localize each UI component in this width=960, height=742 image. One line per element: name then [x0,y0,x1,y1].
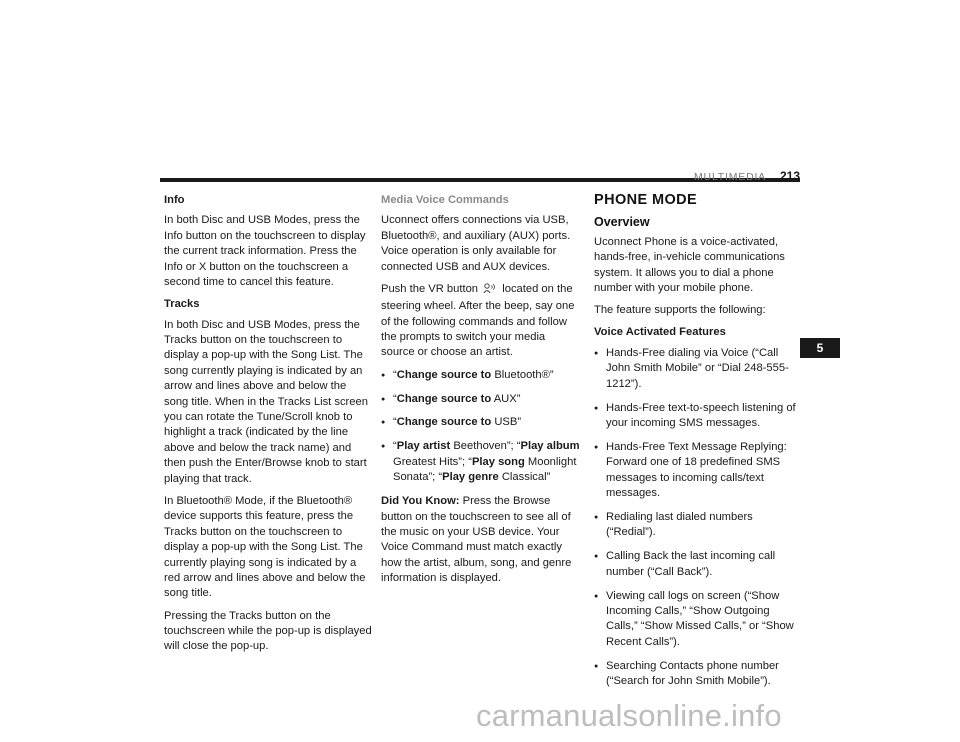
phone-mode-heading: PHONE MODE [594,192,698,208]
push-before-text: Push the VR button [381,282,479,295]
overview-heading: Overview [594,215,650,230]
tracks-paragraph-1: In both Disc and USB Modes, press the Tracks button on the touchscreen to display a pop-up with the Song List. The song currently playing is indicated by an arrow and lines above and below the song title. When in the Tracks List screen you can rotate the Tune/Scroll knob to highlight a track (indicated by the line above and below the track name) and then push the Enter/Browse knob to start playing that track. [164,318,368,485]
list-item: ● Redialing last dialed numbers (“Redial”). [594,510,799,541]
overview-paragraph: Uconnect Phone is a voice-activated, hands-free, in-vehicle communications system. It allows you to dial a phone number with your mobile phone. [594,235,785,295]
running-header-section: MULTIMEDIA [694,171,766,183]
right-column [594,193,799,698]
list-item: ● “Change source to USB” [381,415,581,430]
watermark-text: carmanualsonline.info [476,698,782,733]
tracks-paragraph-3: Pressing the Tracks button on the touchscreen while the pop-up is displayed will close the pop-up. [164,609,372,653]
voice-recognition-icon [483,283,497,299]
tracks-paragraph-2: In Bluetooth® Mode, if the Bluetooth® device supports this feature, press the Tracks button on the touchscreen to display a pop-up with the Song List. The currently playing song is indicated by a red arrow and lines above and below the song title. [164,494,366,600]
list-item: ● Hands-Free Text Message Replying: Forward one of 18 predefined SMS messages to incoming calls/text messages. [594,440,799,502]
did-you-know-paragraph [381,494,581,586]
info-heading: Info [164,194,185,206]
did-you-know-text: Press the Browse button on the touchscreen to see all of the music on your USB device. Your Voice Command must match exactly how the artist, album, song, and genre information is displayed. [381,495,572,585]
supports-paragraph: The feature supports the following: [594,304,766,317]
features-list [594,346,799,690]
media-voice-commands-heading: Media Voice Commands [381,194,509,206]
chapter-tab: 5 [800,338,840,358]
push-vr-paragraph [381,282,581,361]
did-you-know-label: Did You Know: [381,495,460,508]
list-item: ● “Play artist Beethoven”; “Play album Greatest Hits”; “Play song Moonlight Sonata”; “Play genre Classical” [381,439,581,485]
list-item: ● Viewing call logs on screen (“Show Incoming Calls,” “Show Outgoing Calls,” “Show Missed Calls,” or “Show Recent Calls”). [594,589,799,651]
list-item: ● Searching Contacts phone number (“Search for John Smith Mobile”). [594,659,799,690]
list-item: ● “Change source to AUX” [381,392,581,407]
middle-column [381,193,581,593]
media-intro-paragraph: Uconnect offers connections via USB, Bluetooth®, and auxiliary (AUX) ports. Voice operation is only available for connected USB and AUX devices. [381,214,571,273]
push-after-text: located on the steering wheel. After the beep, say one of the following commands and follow the prompts to switch your media source or choose an artist. [381,282,575,359]
voice-command-list [381,368,581,486]
list-item: ● Hands-Free text-to-speech listening of your incoming SMS messages. [594,401,799,432]
tracks-heading: Tracks [164,298,200,311]
info-paragraph: In both Disc and USB Modes, press the Info button on the touchscreen to display the current track information. Press the Info or X button on the touchscreen a second time to cancel this feature. [164,214,366,289]
voice-activated-features-heading: Voice Activated Features [594,326,726,339]
list-item: ● “Change source to Bluetooth®” [381,368,581,383]
list-item: ● Calling Back the last incoming call number (“Call Back”). [594,549,799,580]
left-column [164,193,372,662]
list-item: ● Hands-Free dialing via Voice (“Call John Smith Mobile” or “Dial 248-555-1212”). [594,346,799,392]
page-number: 213 [779,169,800,183]
